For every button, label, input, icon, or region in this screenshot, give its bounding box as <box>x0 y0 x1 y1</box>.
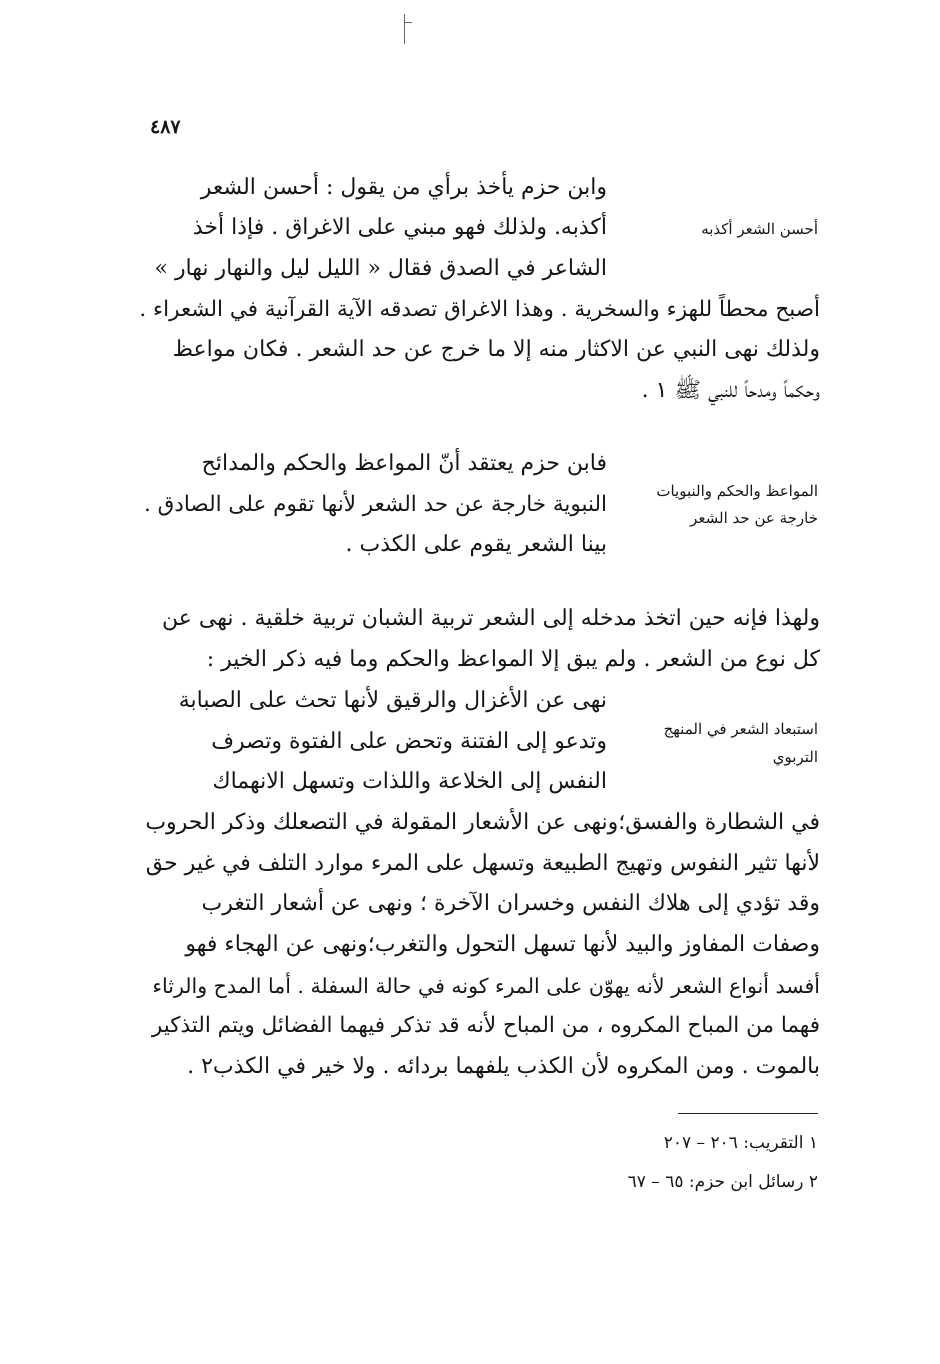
scan-mark <box>405 22 412 23</box>
footnote-separator <box>678 1113 818 1114</box>
body-line: وصفات المفاوز والبيد لأنها تسهل التحول والتغرب؛ونهى عن الهجاء فهو <box>185 932 820 957</box>
scan-mark <box>404 14 405 44</box>
body-line: النفس إلى الخلاعة واللذات وتسهل الانهماك <box>212 769 607 794</box>
side-note: التربوي <box>772 748 818 766</box>
body-line: ولذلك نهى النبي عن الاكثار منه إلا ما خرج عن حد الشعر . فكان مواعظ <box>172 337 820 362</box>
body-line: لأنها تثير النفوس وتهيج الطبيعة وتسهل على المرء موارد التلف في غير حق <box>145 851 820 876</box>
body-line: وحكماً ومدحاً للنبي ﷺ ١ . <box>641 378 820 403</box>
body-line: وقد تؤدي إلى هلاك النفس وخسران الآخرة ؛ ونهى عن أشعار التغرب <box>201 891 820 916</box>
footnote: ١ التقريب: ٢٠٦ – ٢٠٧ <box>663 1133 818 1153</box>
body-line: بالموت . ومن المكروه لأن الكذب يلفهما بردائه . ولا خير في الكذب٢ . <box>187 1054 820 1079</box>
side-note: أحسن الشعر أكذبه <box>701 220 818 238</box>
body-line: كل نوع من الشعر . ولم يبق إلا المواعظ والحكم وما فيه ذكر الخير : <box>206 647 820 672</box>
body-line: الشاعر في الصدق فقال « الليل ليل والنهار نهار » <box>154 256 607 281</box>
body-line: النبوية خارجة عن حد الشعر لأنها تقوم على الصادق . <box>143 492 607 517</box>
side-note: المواعظ والحكم والنبويات <box>656 482 818 500</box>
body-line: وتدعو إلى الفتنة وتحض على الفتوة وتصرف <box>211 729 607 754</box>
body-line: بينا الشعر يقوم على الكذب . <box>345 532 607 557</box>
body-line: فهما من المباح المكروه ، من المباح لأنه قد تذكر فيهما الفضائل ويتم التذكير <box>151 1013 820 1038</box>
footnote: ٢ رسائل ابن حزم: ٦٥ – ٦٧ <box>627 1172 818 1192</box>
body-line: ولهذا فإنه حين اتخذ مدخله إلى الشعر تربية الشبان تربية خلقية . نهى عن <box>162 606 820 631</box>
body-line: أصبح محطاً للهزء والسخرية . وهذا الاغراق تصدقه الآية القرآنية في الشعراء . <box>139 297 820 322</box>
body-line: في الشطارة والفسق؛ونهى عن الأشعار المقولة في التصعلك وذكر الحروب <box>145 810 820 835</box>
body-line: فابن حزم يعتقد أنّ المواعظ والحكم والمدائح <box>201 451 607 476</box>
page-number: ٤٨٧ <box>150 116 181 138</box>
body-line: أفسد أنواع الشعر لأنه يهوّن على المرء كونه في حالة السفلة . أما المدح والرثاء <box>152 974 820 998</box>
side-note: استبعاد الشعر في المنهج <box>663 720 818 738</box>
side-note: خارجة عن حد الشعر <box>690 509 818 527</box>
body-line: وابن حزم يأخذ برأي من يقول : أحسن الشعر <box>200 175 607 200</box>
body-line: نهى عن الأغزال والرقيق لأنها تحث على الصبابة <box>178 688 607 713</box>
body-line: أكذبه. ولذلك فهو مبني على الاغراق . فإذا أخذ <box>192 215 607 240</box>
